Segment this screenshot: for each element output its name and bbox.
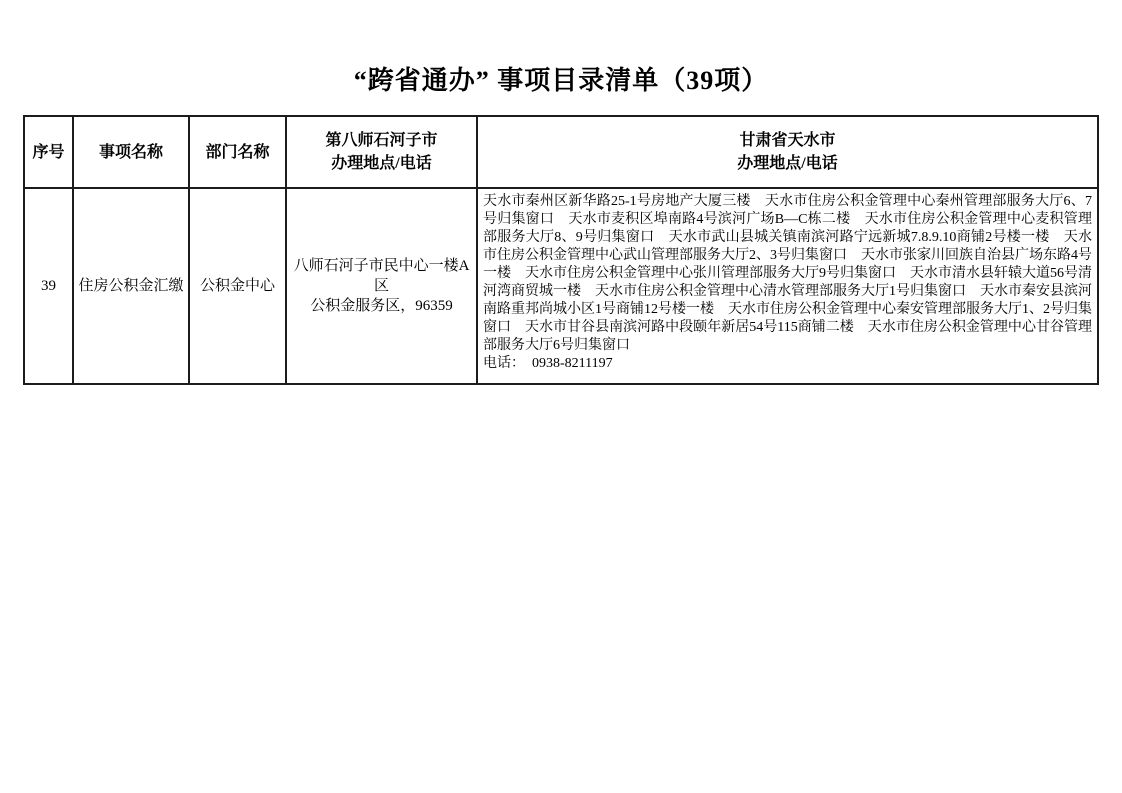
header-dept-name bbox=[189, 116, 286, 188]
cell-tianshui-location bbox=[477, 188, 1098, 384]
cell-dept-name bbox=[189, 188, 286, 384]
item-name-value: 住房公积金汇缴 bbox=[78, 278, 184, 294]
shihezi-location-line2: 公积金服务区，96359 bbox=[310, 298, 453, 314]
cell-item-name bbox=[73, 188, 189, 384]
tianshui-addresses: 天水市秦州区新华路25-1号房地产大厦三楼 天水市住房公积金管理中心秦州管理部服务大厅6、7号归集窗口 天水市麦积区埠南路4号滨河广场B—C栋二楼 天水市住房公积金管理中心麦积管理部服务大厅8、9号归集窗口 天水市武山县城关镇南滨河路宁远新城7.8.9.10商铺2号楼一楼 天水市住房公积金管理中心武山管理部服务大厅2、3号归集窗口 天水市张家川回族自治县广场东路4号一楼 天水市住房公积金管理中心张川管理部服务大厅9号归集窗口 天水市清水县轩辕大道56号清河湾商贸城一楼 天水市住房公积金管理中心清水管理部服务大厅1号归集窗口 天水市秦安县滨河南路重邦尚城小区1号商铺12号楼一楼 天水市住房公积金管理中心秦安管理部服务大厅1、2号归集窗口 天水市甘谷县南滨河路中段颐年新居54号115商铺二楼 天水市住房公积金管理中心甘谷管理部服务大厅6号归集窗口 bbox=[483, 194, 1092, 353]
table-row bbox=[24, 188, 1098, 384]
header-tianshui-location bbox=[477, 116, 1098, 188]
table-header bbox=[24, 116, 1098, 188]
header-shihezi-line1: 第八师石河子市 bbox=[325, 132, 438, 149]
dept-name-value: 公积金中心 bbox=[199, 278, 275, 294]
page-title: “跨省通办” 事项目录清单（39项） bbox=[353, 66, 769, 95]
header-seq bbox=[24, 116, 73, 188]
table-body bbox=[24, 188, 1098, 384]
tianshui-phone: 电话： 0938-8211197 bbox=[483, 356, 613, 371]
header-tianshui-line2: 办理地点/电话 bbox=[737, 155, 838, 172]
header-shihezi-location bbox=[286, 116, 477, 188]
header-dept-name-label: 部门名称 bbox=[205, 143, 270, 161]
shihezi-location-line1: 八师石河子市民中心一楼A区 bbox=[293, 258, 470, 294]
seq-value: 39 bbox=[41, 278, 56, 294]
header-tianshui-line1: 甘肃省天水市 bbox=[739, 132, 836, 149]
header-seq-label: 序号 bbox=[32, 143, 65, 161]
header-shihezi-line2: 办理地点/电话 bbox=[331, 155, 432, 172]
header-item-name bbox=[73, 116, 189, 188]
cell-shihezi-location bbox=[286, 188, 477, 384]
cell-seq bbox=[24, 188, 73, 384]
header-row bbox=[24, 116, 1098, 188]
items-table bbox=[23, 115, 1099, 385]
header-item-name-label: 事项名称 bbox=[98, 143, 163, 161]
